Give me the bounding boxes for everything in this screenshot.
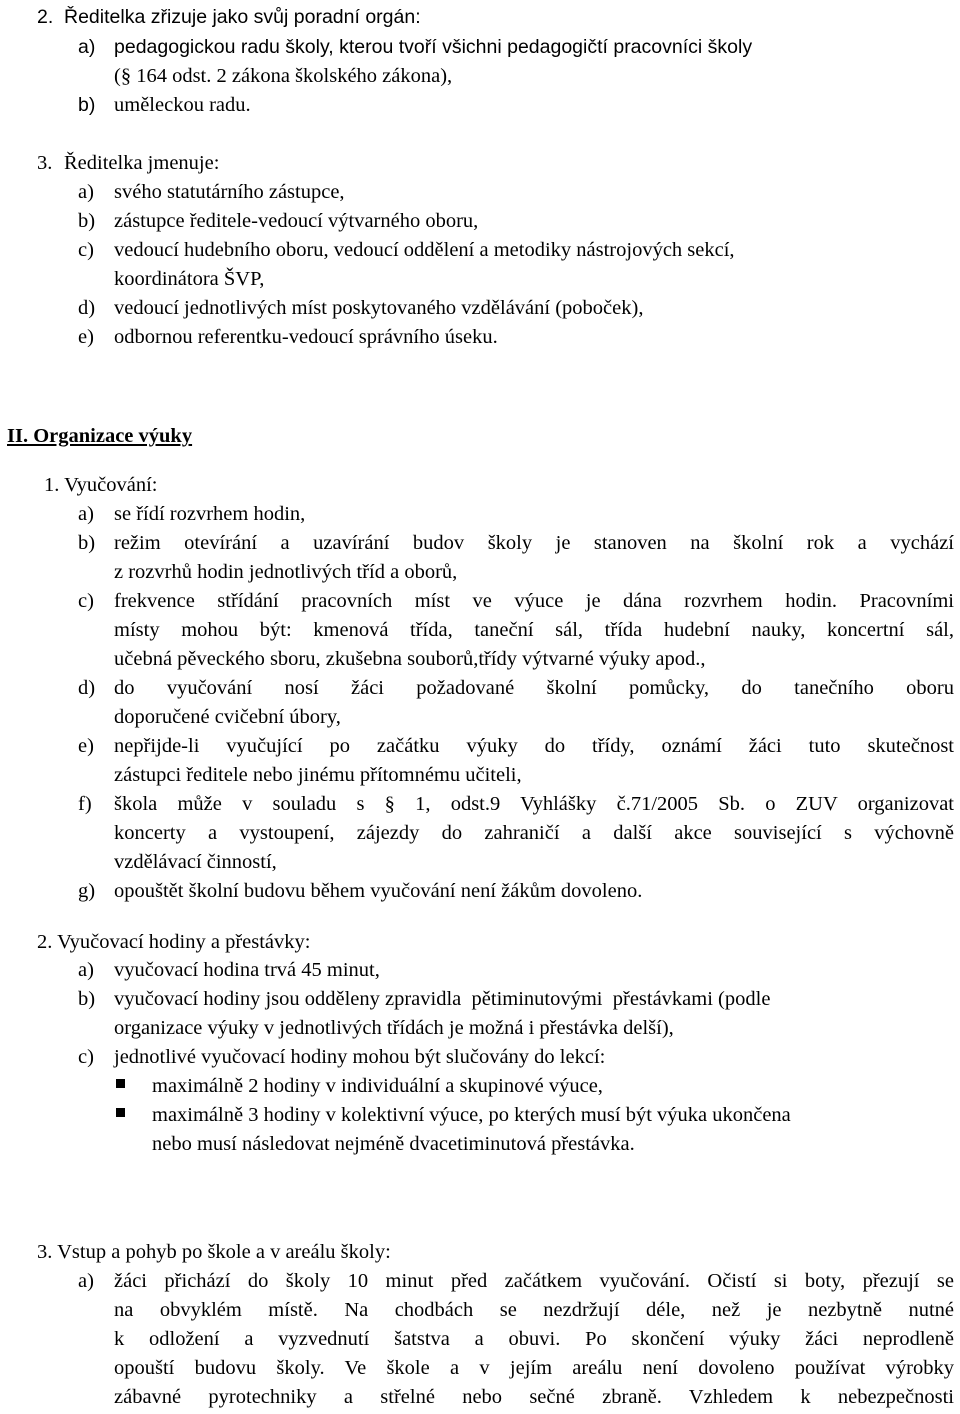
subsection-1-title: 1. Vyučování: <box>44 474 158 496</box>
list-item-text: nepřijde-li vyučující po začátku výuky do třídy, oznámí žáci tuto skutečnost <box>114 735 954 757</box>
list-item-label: d) <box>78 677 96 699</box>
list-item-label: g) <box>78 880 96 902</box>
list-item-label: b) <box>78 988 96 1010</box>
list-item-text: koncerty a vystoupení, zájezdy do zahraničí a další akce související s výchovně <box>114 822 954 844</box>
list-item-label: c) <box>78 239 94 261</box>
section-2-item-b-text: uměleckou radu. <box>114 94 251 116</box>
list-item-text: místy mohou být: kmenová třída, taneční sál, třída hudební nauky, koncertní sál, <box>114 619 954 641</box>
list-item-label: c) <box>78 590 94 612</box>
list-item-text: svého statutárního zástupce, <box>114 181 345 203</box>
list-item-text: koordinátora ŠVP, <box>114 268 265 290</box>
list-item-text: jednotlivé vyučovací hodiny mohou být slučovány do lekcí: <box>114 1046 606 1068</box>
list-item-text: žáci přichází do školy 10 minut před začátkem vyučování. Očistí si boty, přezují se <box>114 1270 954 1292</box>
subsection-3-title: 3. Vstup a pohyb po škole a v areálu školy: <box>37 1241 391 1263</box>
list-item-text: vyučovací hodiny jsou odděleny zpravidla pětiminutovými přestávkami (podle <box>114 988 771 1010</box>
list-item-text: vedoucí jednotlivých míst poskytovaného vzdělávání (poboček), <box>114 297 644 319</box>
list-item-text: se řídí rozvrhem hodin, <box>114 503 306 525</box>
list-item-text: zábavné pyrotechniky a střelné nebo sečné zbraně. Vzhledem k nebezpečnosti <box>114 1386 954 1408</box>
bullet-item-text: maximálně 3 hodiny v kolektivní výuce, po kterých musí být výuka ukončena <box>152 1104 791 1126</box>
list-item-label: e) <box>78 326 94 348</box>
section-2-number: 2. <box>37 6 54 28</box>
section-2-item-a-text-cont: (§ 164 odst. 2 zákona školského zákona), <box>114 65 453 87</box>
list-item-text: frekvence střídání pracovních míst ve výuce je dána rozvrhem hodin. Pracovními <box>114 590 954 612</box>
list-item-label: b) <box>78 210 96 232</box>
square-bullet-icon <box>116 1108 125 1117</box>
list-item-label: c) <box>78 1046 94 1068</box>
list-item-label: a) <box>78 503 94 525</box>
square-bullet-icon <box>116 1079 125 1088</box>
section-2-title: Ředitelka zřizuje jako svůj poradní orgán: <box>64 6 421 28</box>
section-2-item-b-label: b) <box>78 94 96 116</box>
list-item-text: režim otevírání a uzavírání budov školy je stanoven na školní rok a vychází <box>114 532 954 554</box>
list-item-text: k odložení a vyzvednutí šatstva a obuvi. Po skončení výuky žáci neprodleně <box>114 1328 954 1350</box>
list-item-text: z rozvrhů hodin jednotlivých tříd a oborů, <box>114 561 458 583</box>
list-item-text: opouští budovu školy. Ve škole a v jejím areálu není dovoleno používat výrobky <box>114 1357 954 1379</box>
list-item-text: doporučené cvičební úbory, <box>114 706 341 728</box>
list-item-text: organizace výuky v jednotlivých třídách je možná i přestávka delší), <box>114 1017 674 1039</box>
list-item-label: d) <box>78 297 96 319</box>
list-item-text: učebná pěveckého sboru, zkušebna souborů,třídy výtvarné výuky apod., <box>114 648 706 670</box>
list-item-text: do vyučování nosí žáci požadované školní pomůcky, do tanečního oboru <box>114 677 954 699</box>
part-heading: II. Organizace výuky <box>7 425 193 447</box>
list-item-label: a) <box>78 1270 94 1292</box>
bullet-item-text: nebo musí následovat nejméně dvacetiminutová přestávka. <box>152 1133 635 1155</box>
list-item-text: zástupce ředitele-vedoucí výtvarného oboru, <box>114 210 479 232</box>
list-item-text: zástupci ředitele nebo jinému přítomnému učiteli, <box>114 764 522 786</box>
list-item-text: vyučovací hodina trvá 45 minut, <box>114 959 380 981</box>
list-item-label: f) <box>78 793 92 815</box>
list-item-text: na obvyklém místě. Na chodbách se nezdržují déle, než je nezbytně nutné <box>114 1299 954 1321</box>
section-2-item-a-label: a) <box>78 36 96 58</box>
list-item-label: a) <box>78 181 94 203</box>
list-item-text: odbornou referentku-vedoucí správního úseku. <box>114 326 498 348</box>
list-item-label: a) <box>78 959 94 981</box>
list-item-text: škola může v souladu s § 1, odst.9 Vyhlášky č.71/2005 Sb. o ZUV organizovat <box>114 793 954 815</box>
section-2-item-a-text: pedagogickou radu školy, kterou tvoří všichni pedagogičtí pracovníci školy <box>114 36 753 58</box>
bullet-item-text: maximálně 2 hodiny v individuální a skupinové výuce, <box>152 1075 603 1097</box>
list-item-text: opouštět školní budovu během vyučování není žákům dovoleno. <box>114 880 643 902</box>
subsection-2-title: 2. Vyučovací hodiny a přestávky: <box>37 931 311 953</box>
section-3-number: 3. <box>37 152 53 174</box>
list-item-text: vedoucí hudebního oboru, vedoucí oddělení a metodiky nástrojových sekcí, <box>114 239 735 261</box>
list-item-label: b) <box>78 532 96 554</box>
list-item-label: e) <box>78 735 94 757</box>
list-item-text: vzdělávací činností, <box>114 851 277 873</box>
section-3-title: Ředitelka jmenuje: <box>64 152 220 174</box>
